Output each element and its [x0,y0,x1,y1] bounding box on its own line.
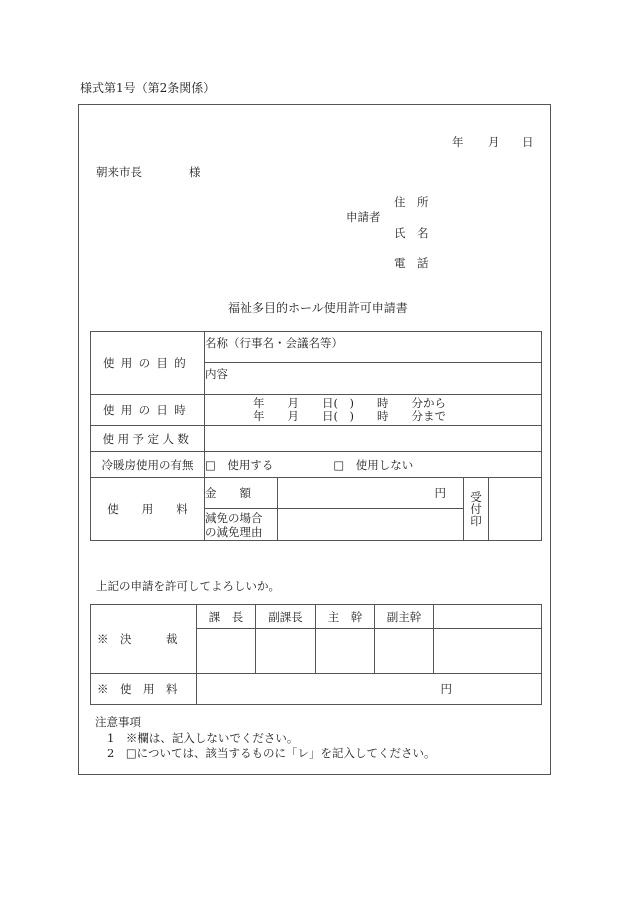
hvac-label: 冷暖房使用の有無 [91,452,205,478]
approval-table [90,604,542,705]
applicant-name-label: 氏 名 [394,226,429,240]
hvac-cell [205,452,542,478]
stamp-cell-deputy-manager [375,629,434,674]
decision-label: ※ 決 裁 [91,605,197,674]
application-table [90,331,542,541]
purpose-content-label: 内容 [205,367,228,381]
stamp-cell-blank [434,629,542,674]
form-title: 福祉多目的ホール使用許可申請書 [228,301,408,315]
attendees-cell[interactable] [205,426,542,452]
purpose-label: 使用の目的 [91,332,205,395]
applicant-label: 申請者 [346,210,381,224]
note-item-1: 1 ※欄は、記入しないでください。 [107,731,299,745]
notes-title: 注意事項 [95,715,141,729]
purpose-content-cell[interactable] [205,363,542,395]
applicant-address-label: 住 所 [394,195,429,209]
datetime-label: 使用の日時 [91,395,205,426]
header-deputy-manager: 副主幹 [375,605,434,629]
exemption-label: 減免の場合 の減免理由 [205,509,278,541]
stamp-cell-manager [316,629,375,674]
date-year: 年 [452,135,464,149]
header-section-chief: 課 長 [197,605,256,629]
form-number: 様式第1号（第2条関係） [80,81,216,95]
stamp-cell-section-chief [197,629,256,674]
hvac-option-no[interactable]: □ 使用しない [333,457,414,472]
hvac-option-yes[interactable]: □ 使用する [205,457,274,472]
header-deputy-chief: 副課長 [256,605,316,629]
date-day: 日 [522,135,534,149]
addressee-honorific: 様 [189,165,201,179]
receipt-stamp-box [489,478,542,541]
addressee-name: 朝来市長 [96,165,142,179]
fee-label: 使 用 料 [91,478,205,541]
approval-fee-cell [197,674,542,705]
note-item-2: 2 □については、該当するものに「レ」を記入してください。 [107,746,436,760]
applicant-phone-label: 電 話 [394,256,429,270]
datetime-cell[interactable] [205,395,542,426]
header-blank [434,605,542,629]
attendees-label: 使用予定人数 [91,426,205,452]
purpose-name-label: 名称（行事名・会議名等） [205,336,343,350]
approval-text: 上記の申請を許可してよろしいか。 [96,579,280,593]
receipt-stamp-label: 受 付 印 [464,478,489,541]
approval-fee-label: ※ 使 用 料 [91,674,197,705]
stamp-cell-deputy-chief [256,629,316,674]
date-month: 月 [488,135,500,149]
datetime-from: 年 月 日( ) 時 分から [253,396,446,410]
datetime-to: 年 月 日( ) 時 分まで [253,409,446,423]
amount-unit: 円 [434,486,446,500]
exemption-reason-cell[interactable] [278,509,464,541]
approval-fee-unit: 円 [440,682,452,696]
amount-cell[interactable] [278,478,464,509]
amount-label: 金 額 [205,478,278,509]
header-manager: 主 幹 [316,605,375,629]
purpose-name-cell[interactable] [205,332,542,363]
